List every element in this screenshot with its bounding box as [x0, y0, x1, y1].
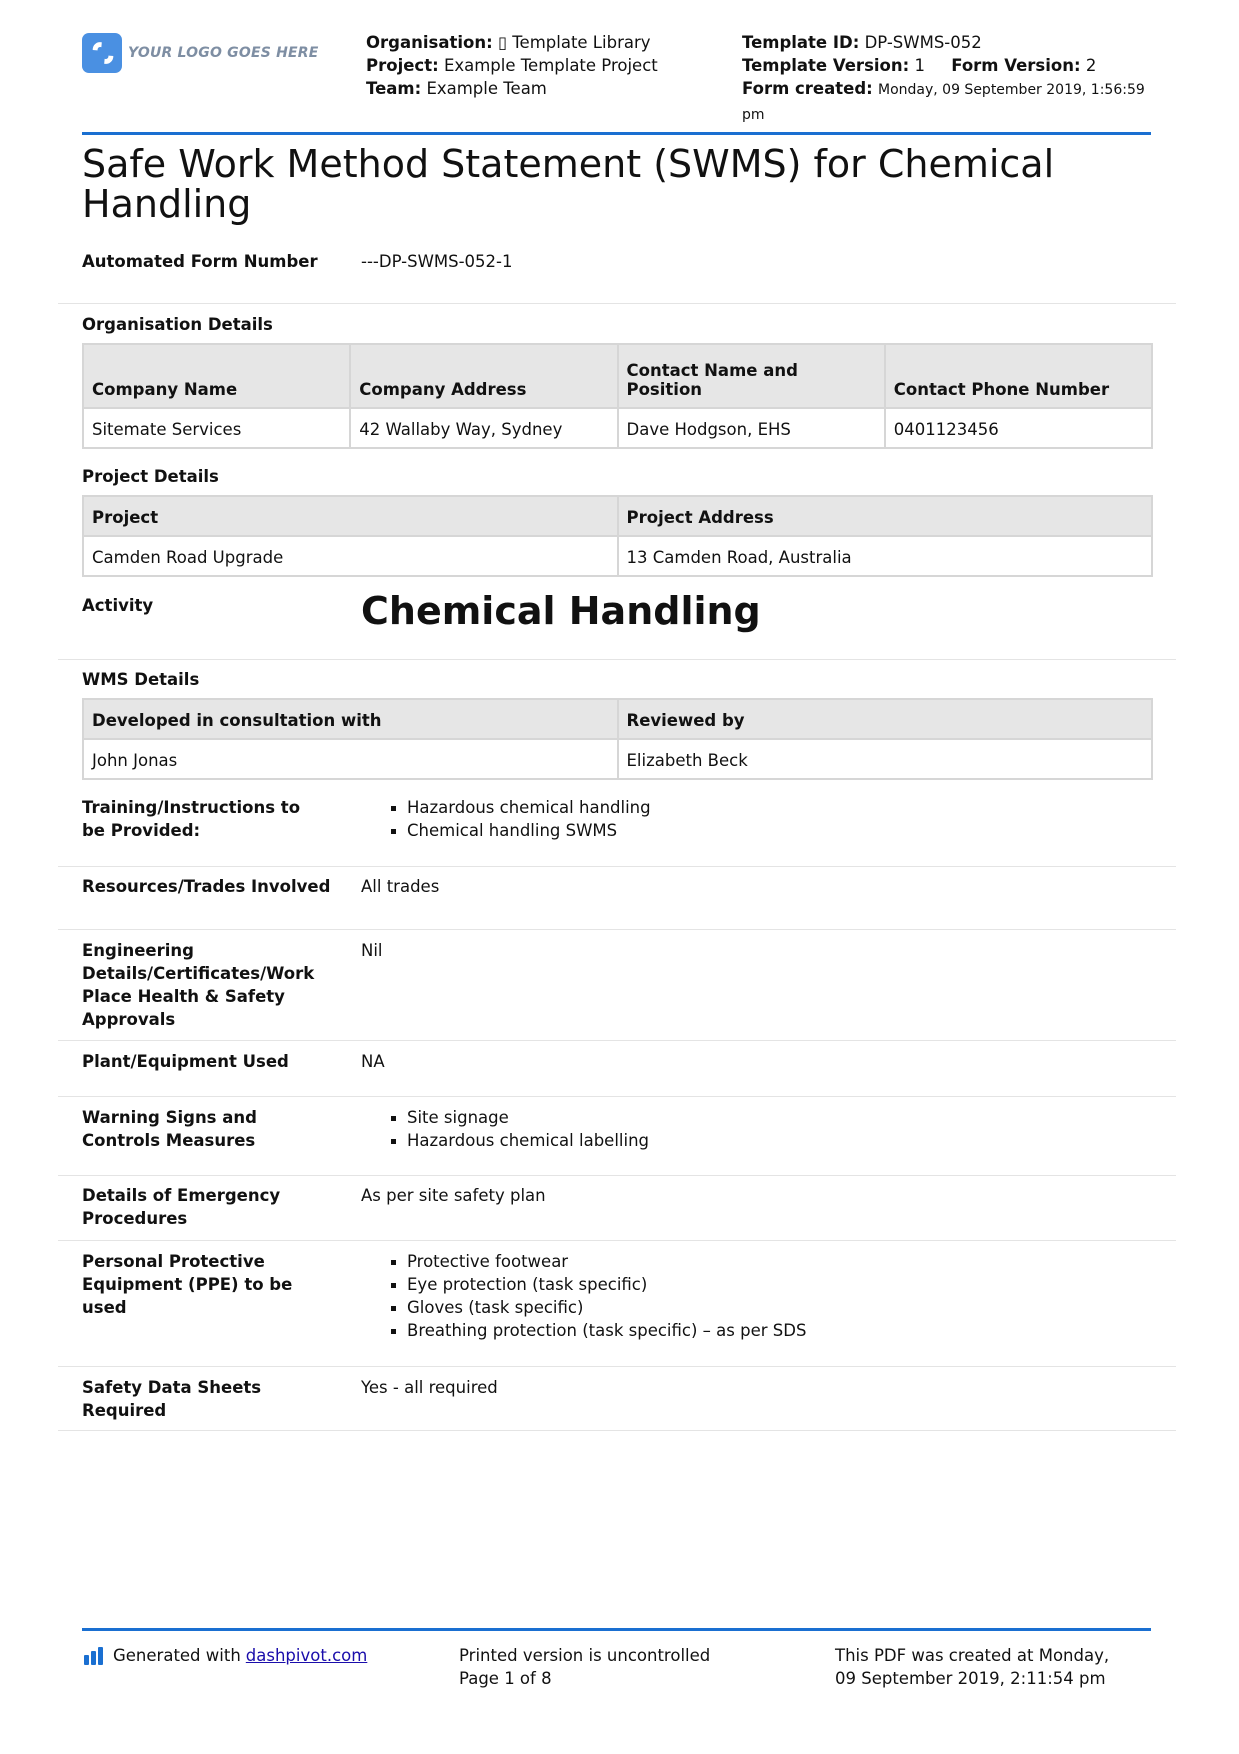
activity-label: Activity	[82, 596, 154, 615]
table-header-cell: Contact Name and Position	[618, 344, 885, 408]
list-item: Gloves (task specific)	[407, 1296, 1147, 1319]
dashpivot-bars-icon	[84, 1647, 105, 1665]
table-header-cell: Company Name	[83, 344, 350, 408]
header-divider	[82, 132, 1151, 135]
divider	[58, 1096, 1176, 1097]
project-cell: Camden Road Upgrade	[83, 536, 618, 576]
activity-value: Chemical Handling	[361, 589, 761, 633]
divider	[58, 303, 1176, 304]
logo-text: YOUR LOGO GOES HERE	[128, 45, 319, 61]
project-details-label: Project Details	[82, 467, 219, 486]
dashpivot-link[interactable]: dashpivot.com	[245, 1646, 368, 1665]
table-header-row	[83, 699, 1152, 739]
sds-label: Safety Data Sheets Required	[82, 1378, 262, 1420]
divider	[58, 866, 1176, 867]
divider	[58, 929, 1176, 930]
training-label: Training/Instructions to be Provided:	[82, 798, 301, 840]
list-item: Protective footwear	[407, 1250, 1147, 1273]
organisation-line: Organisation: ▯ Template Library	[366, 33, 651, 52]
warning-label: Warning Signs and Controls Measures	[82, 1108, 257, 1150]
divider	[58, 659, 1176, 660]
footer-generated	[84, 1644, 367, 1667]
list-item: Site signage	[407, 1106, 1147, 1129]
project-address-cell: 13 Camden Road, Australia	[618, 536, 1153, 576]
wms-details-label: WMS Details	[82, 670, 200, 689]
footer-created: This PDF was created at Monday, 09 September 2019, 2:11:54 pm	[835, 1646, 1110, 1688]
form-created-line: Form created: Monday, 09 September 2019, 1:56:59 pm	[742, 79, 1145, 123]
logo-icon	[82, 33, 122, 73]
generated-text: Generated with	[113, 1646, 241, 1665]
table-header-cell: Project	[83, 496, 618, 536]
list-item: Eye protection (task specific)	[407, 1273, 1147, 1296]
contact-name-cell: Dave Hodgson, EHS	[618, 408, 885, 448]
uncontrolled-text: Printed version is uncontrolled	[459, 1646, 711, 1665]
resources-value: All trades	[361, 877, 440, 896]
template-version-value: 1	[914, 56, 925, 75]
table-header-cell: Company Address	[350, 344, 617, 408]
consultation-cell: John Jonas	[83, 739, 618, 779]
team-line: Team: Example Team	[366, 79, 547, 98]
engineering-value: Nil	[361, 941, 383, 960]
ppe-list	[407, 1250, 1147, 1342]
page-number: Page 1 of 8	[459, 1669, 552, 1688]
table-header-cell: Reviewed by	[618, 699, 1153, 739]
plant-value: NA	[361, 1052, 385, 1071]
template-id-line: Template ID: DP-SWMS-052	[742, 33, 982, 52]
form-created-value: Monday, 09 September 2019, 1:56:59 pm	[742, 82, 1145, 123]
automated-form-value: ---DP-SWMS-052-1	[361, 252, 513, 271]
header-meta-left	[366, 31, 726, 100]
table-row	[83, 739, 1152, 779]
company-address-cell: 42 Wallaby Way, Sydney	[350, 408, 617, 448]
project-value: Example Template Project	[443, 56, 658, 75]
team-value: Example Team	[426, 79, 547, 98]
wms-details-table	[82, 698, 1153, 780]
emergency-label: Details of Emergency Procedures	[82, 1186, 281, 1228]
divider	[58, 1040, 1176, 1041]
divider	[58, 1430, 1176, 1431]
emergency-value: As per site safety plan	[361, 1186, 546, 1205]
table-header-cell: Developed in consultation with	[83, 699, 618, 739]
list-item: Hazardous chemical handling	[407, 796, 1147, 819]
table-row	[83, 408, 1152, 448]
organisation-details-label: Organisation Details	[82, 315, 273, 334]
list-item: Chemical handling SWMS	[407, 819, 1147, 842]
table-header-row	[83, 496, 1152, 536]
training-list	[407, 796, 1147, 842]
version-line: Template Version: 1 Form Version: 2	[742, 56, 1097, 75]
automated-form-label: Automated Form Number	[82, 252, 318, 271]
form-version-value: 2	[1085, 56, 1097, 75]
table-row	[83, 536, 1152, 576]
table-header-cell: Contact Phone Number	[885, 344, 1152, 408]
list-item: Hazardous chemical labelling	[407, 1129, 1147, 1152]
template-id-value: DP-SWMS-052	[864, 33, 982, 52]
list-item: Breathing protection (task specific) – as per SDS	[407, 1319, 1147, 1342]
organisation-details-table	[82, 343, 1153, 449]
warning-list	[407, 1106, 1147, 1152]
footer-divider	[82, 1628, 1151, 1631]
table-header-row	[83, 344, 1152, 408]
company-logo	[82, 33, 319, 73]
plant-label: Plant/Equipment Used	[82, 1052, 289, 1071]
page-title: Safe Work Method Statement (SWMS) for Chemical Handling	[82, 142, 1055, 226]
resources-label: Resources/Trades Involved	[82, 877, 331, 896]
divider	[58, 1240, 1176, 1241]
organisation-value: ▯ Template Library	[497, 33, 651, 52]
divider	[58, 1366, 1176, 1367]
table-header-cell: Project Address	[618, 496, 1153, 536]
engineering-label: Engineering Details/Certificates/Work Place Health & Safety Approvals	[82, 941, 315, 1029]
footer-middle	[459, 1644, 759, 1690]
ppe-label: Personal Protective Equipment (PPE) to be used	[82, 1252, 293, 1317]
company-name-cell: Sitemate Services	[83, 408, 350, 448]
divider	[58, 1175, 1176, 1176]
contact-phone-cell: 0401123456	[885, 408, 1152, 448]
header-meta-right	[742, 31, 1162, 127]
project-line: Project: Example Template Project	[366, 56, 658, 75]
project-details-table	[82, 495, 1153, 577]
sds-value: Yes - all required	[361, 1378, 498, 1397]
reviewed-by-cell: Elizabeth Beck	[618, 739, 1153, 779]
